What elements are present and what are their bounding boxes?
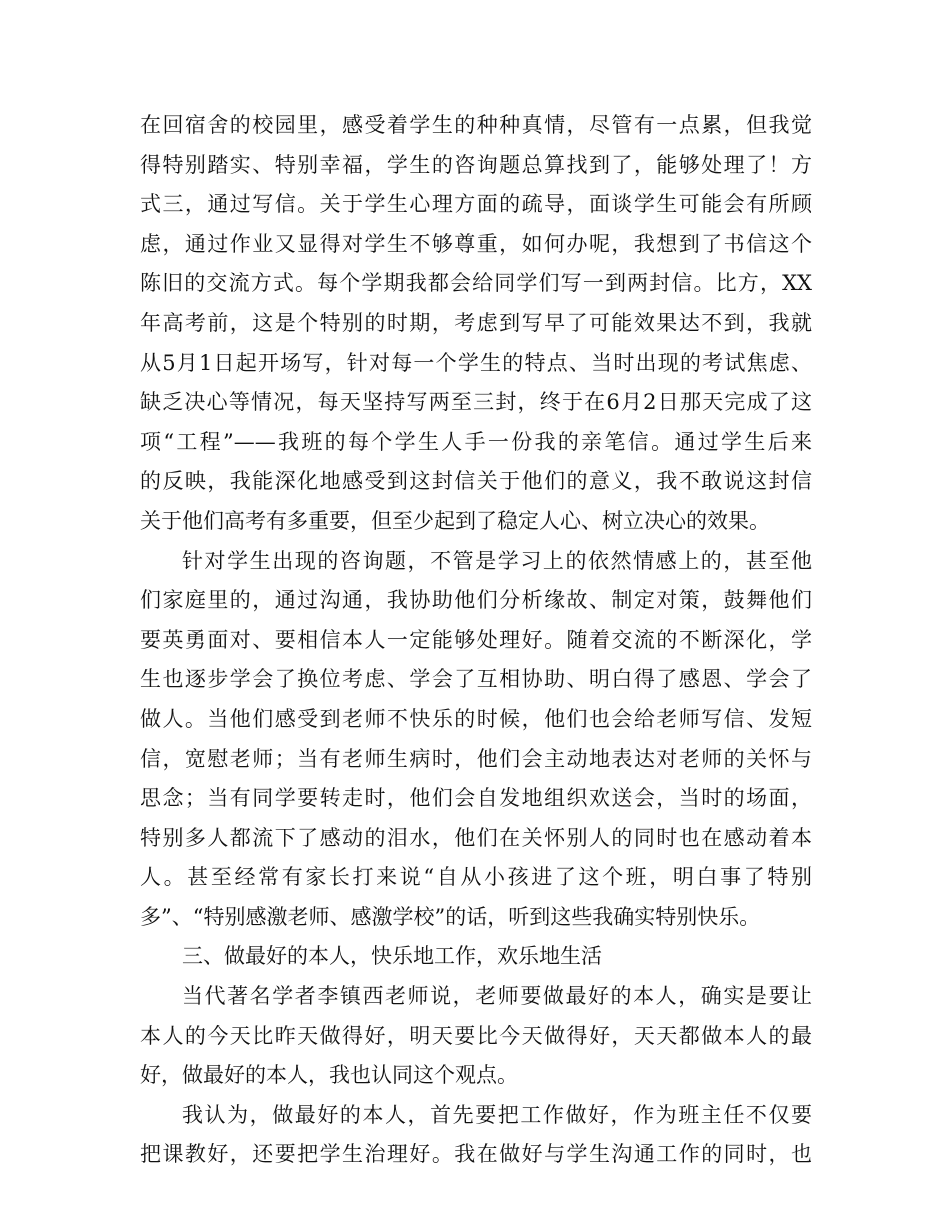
text-line: 信，宽慰老师；当有老师生病时，他们会主动地表达对老师的关怀与: [140, 746, 812, 771]
text-line: 陈旧的交流方式。每个学期我都会给同学们写一到两封信。比方，XX: [140, 271, 812, 296]
text-line: 在回宿舍的校园里，感受着学生的种种真情，尽管有一点累，但我觉: [140, 113, 812, 137]
text-line: 好，做最好的本人，我也认同这个观点。: [140, 1063, 518, 1088]
text-line: 式三，通过写信。关于学生心理方面的疏导，面谈学生可能会有所顾: [140, 192, 812, 217]
text-line: 虑，通过作业又显得对学生不够尊重，如何办呢，我想到了书信这个: [140, 231, 812, 256]
text-line: 多”、“特别感激老师、感激学校”的话，听到这些我确实特别快乐。: [140, 904, 761, 929]
text-line: 把课教好，还要把学生治理好。我在做好与学生沟通工作的同时，也: [140, 1142, 812, 1167]
section-heading: 三、做最好的本人，快乐地工作，欢乐地生活: [182, 944, 602, 969]
text-line: 项“工程”——我班的每个学生人手一份我的亲笔信。通过学生后来: [140, 429, 812, 454]
text-line: 关于他们高考有多重要，但至少起到了稳定人心、树立决心的效果。: [140, 508, 770, 533]
text-line: 从5月1日起开场写，针对每一个学生的特点、当时出现的考试焦虑、: [140, 350, 812, 375]
text-line: 的反映，我能深化地感受到这封信关于他们的意义，我不敢说这封信: [140, 469, 812, 494]
paragraph-first-line: 针对学生出现的咨询题，不管是学习上的依然情感上的，甚至他: [182, 548, 812, 573]
body-text: [140, 106, 812, 1175]
text-line: 思念；当有同学要转走时，他们会自发地组织欢送会，当时的场面，: [140, 786, 812, 811]
text-line: 生也逐步学会了换位考虑、学会了互相协助、明白得了感恩、学会了: [140, 667, 812, 692]
text-line: 特别多人都流下了感动的泪水，他们在关怀别人的同时也在感动着本: [140, 825, 812, 850]
text-line: 人。甚至经常有家长打来说“自从小孩进了这个班，明白事了特别: [140, 865, 812, 890]
text-line: 做人。当他们感受到老师不快乐的时候，他们也会给老师写信、发短: [140, 706, 812, 731]
text-line: 们家庭里的，通过沟通，我协助他们分析缘故、制定对策，鼓舞他们: [140, 588, 812, 613]
text-line: 本人的今天比昨天做得好，明天要比今天做得好，天天都做本人的最: [140, 1023, 812, 1048]
text-line: 年高考前，这是个特别的时期，考虑到写早了可能效果达不到，我就: [140, 310, 812, 335]
paragraph-first-line: 当代著名学者李镇西老师说，老师要做最好的本人，确实是要让: [182, 984, 812, 1009]
text-line: 得特别踏实、特别幸福，学生的咨询题总算找到了，能够处理了！方: [140, 152, 812, 177]
text-line: 要英勇面对、要相信本人一定能够处理好。随着交流的不断深化，学: [140, 627, 812, 652]
text-line: 缺乏决心等情况，每天坚持写两至三封，终于在6月2日那天完成了这: [140, 390, 812, 415]
paragraph-first-line: 我认为，做最好的本人，首先要把工作做好，作为班主任不仅要: [182, 1102, 812, 1127]
